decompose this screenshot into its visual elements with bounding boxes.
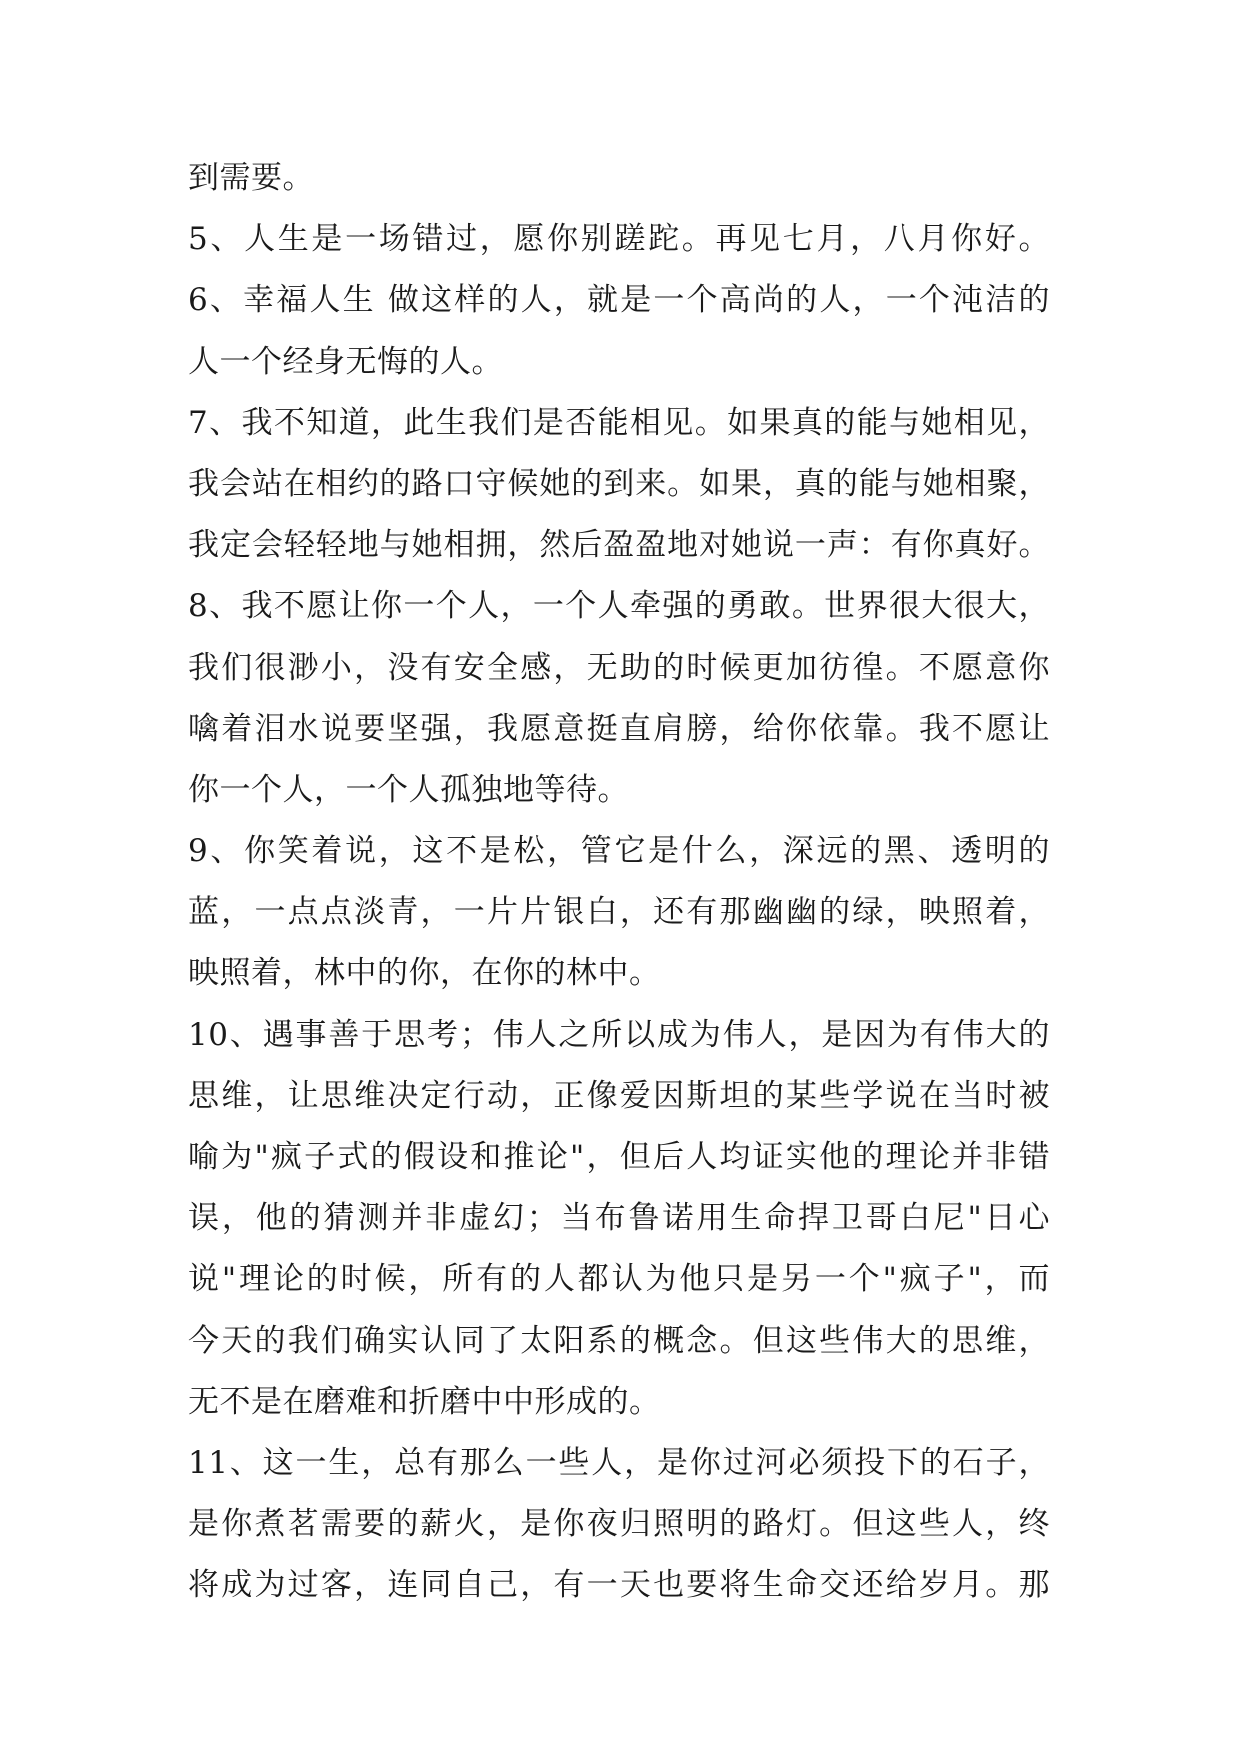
document-body xyxy=(188,148,1050,1617)
text-line: 我会站在相约的路口守候她的到来。如果，真的能与她相聚， xyxy=(188,465,1050,502)
text-line: 今天的我们确实认同了太阳系的概念。但这些伟大的思维， xyxy=(188,1322,1050,1359)
text-line: 到需要。 xyxy=(188,160,314,196)
text-line: 6、幸福人生 做这样的人，就是一个高尚的人，一个沌洁的 xyxy=(188,282,1050,319)
text-line: 我定会轻轻地与她相拥，然后盈盈地对她说一声：有你真好。 xyxy=(188,527,1050,564)
text-line: 8、我不愿让你一个人，一个人牵强的勇敢。世界很大很大， xyxy=(188,588,1050,625)
text-line: 无不是在磨难和折磨中中形成的。 xyxy=(188,1383,661,1420)
text-line: 说"理论的时候，所有的人都认为他只是另一个"疯子"，而 xyxy=(188,1261,1050,1298)
text-line: 你一个人，一个人孤独地等待。 xyxy=(188,771,629,808)
text-line: 蓝，一点点淡青，一片片银白，还有那幽幽的绿，映照着， xyxy=(188,894,1050,931)
text-line: 人一个经身无悔的人。 xyxy=(188,343,503,380)
text-line: 是你煮茗需要的薪火，是你夜归照明的路灯。但这些人，终 xyxy=(188,1506,1050,1543)
text-line: 噙着泪水说要坚强，我愿意挺直肩膀，给你依靠。我不愿让 xyxy=(188,710,1050,747)
text-line: 映照着，林中的你，在你的林中。 xyxy=(188,955,661,992)
text-line: 5、人生是一场错过，愿你别蹉跎。再见七月，八月你好。 xyxy=(188,221,1050,258)
text-line: 喻为"疯子式的假设和推论"，但后人均证实他的理论并非错 xyxy=(188,1139,1050,1175)
text-line: 我们很渺小，没有安全感，无助的时候更加彷徨。不愿意你 xyxy=(188,649,1050,686)
text-line: 11、这一生，总有那么一些人，是你过河必须投下的石子， xyxy=(188,1444,1050,1481)
text-line: 思维，让思维决定行动，正像爱因斯坦的某些学说在当时被 xyxy=(188,1077,1050,1114)
text-line: 误，他的猜测并非虚幻；当布鲁诺用生命捍卫哥白尼"日心 xyxy=(188,1200,1050,1237)
text-line: 9、你笑着说，这不是松，管它是什么，深远的黑、透明的 xyxy=(188,833,1050,870)
text-line: 7、我不知道，此生我们是否能相见。如果真的能与她相见， xyxy=(188,404,1050,441)
text-line: 10、遇事善于思考；伟人之所以成为伟人，是因为有伟大的 xyxy=(188,1016,1050,1053)
text-line: 将成为过客，连同自己，有一天也要将生命交还给岁月。那 xyxy=(188,1567,1050,1604)
